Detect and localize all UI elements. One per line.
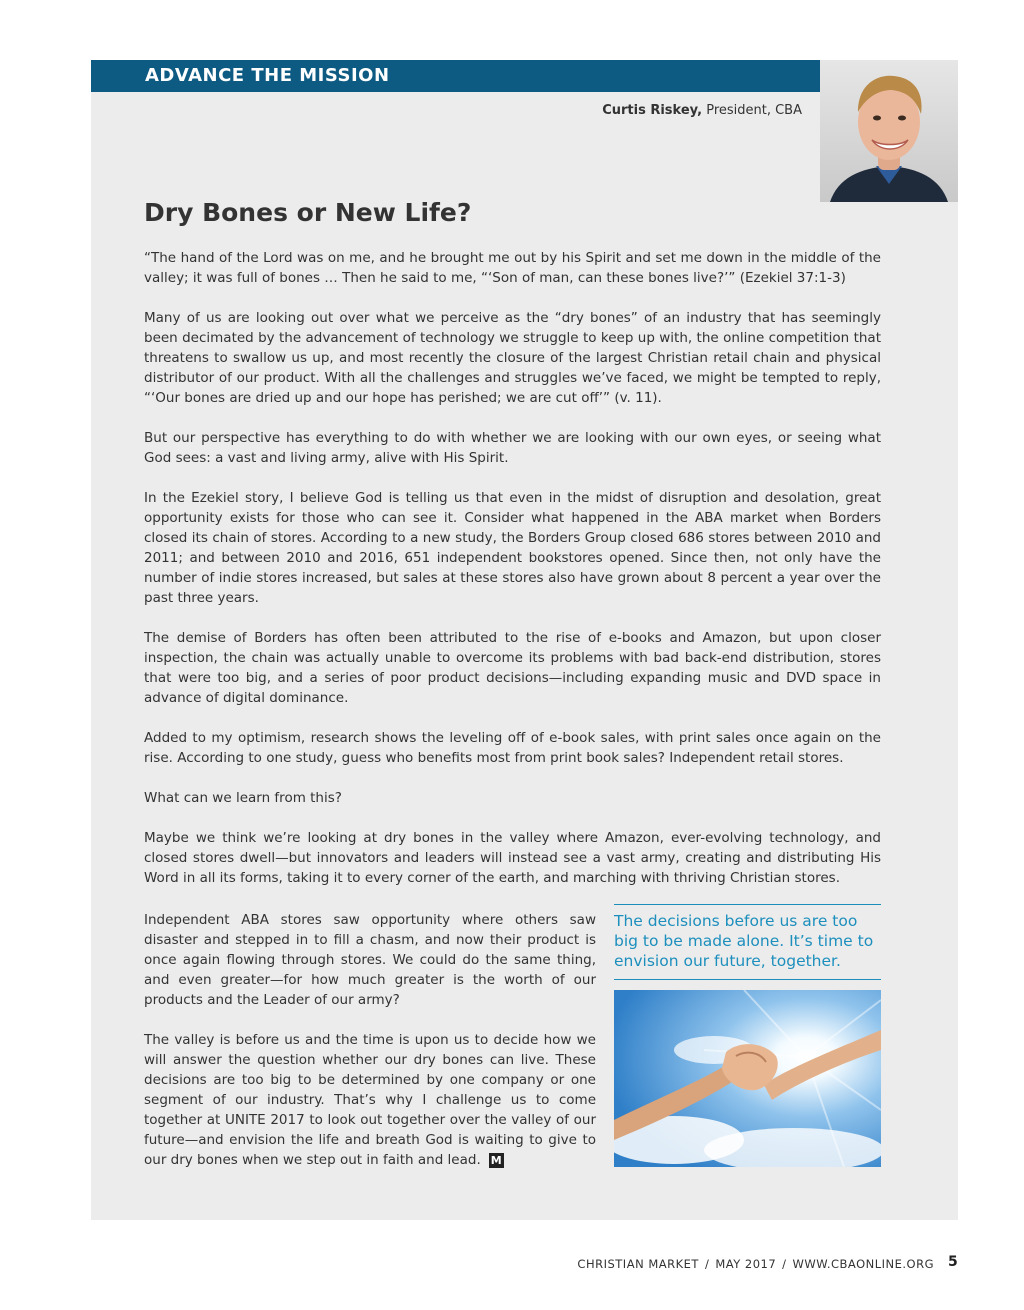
body-paragraph: Independent ABA stores saw opportunity where others saw disaster and stepped in to fill a chasm, and now their product is once again flowing through stores. We could do the same thing, and even greater—for how much greater is the worth of our products and the Leader of our army? [144,912,596,1008]
page-number: 5 [948,1254,958,1270]
author-byline [602,103,802,118]
footer-separator: / [782,1257,787,1271]
footer-separator: / [704,1257,710,1271]
body-paragraph: In the Ezekiel story, I believe God is telling us that even in the midst of disruption and desolation, great opportunity exists for those who can see it. Consider what happened in the ABA market when Borders closed its chain of stores. According to a new study, the Borders Group closed 686 stores between 2010 and 2011; and between 2010 and 2016, 651 independent bookstores opened. Since then, not only have the number of indie stores increased, but sales at these stores also have grown about 8 percent a year over the past three years. [144,490,881,606]
right-column [614,904,881,1167]
pull-quote: The decisions before us are too big to be made alone. It’s time to envision our future, together. [614,904,881,980]
handshake-sky-image [614,990,881,1167]
section-title: ADVANCE THE MISSION [145,65,390,86]
closing-text: The valley is before us and the time is upon us to decide how we will answer the question whether our dry bones can live. These decisions are too big to be determined by one company or one segment of our industry. That’s why I challenge us to come together at UNITE 2017 to look out together over the valley of our future—and envision the life and breath God is waiting to give to our dry bones when we step out in faith and lead. [144,1032,596,1168]
two-column-section [144,910,881,1200]
issue-date: MAY 2017 [715,1257,777,1271]
body-paragraph: But our perspective has everything to do with whether we are looking with our own eyes, or seeing what God sees: a vast and living army, alive with His Spirit. [144,430,881,466]
article-title: Dry Bones or New Life? [144,198,472,227]
left-column [144,910,596,1190]
body-paragraph: What can we learn from this? [144,790,342,806]
end-mark-icon: M [489,1153,504,1168]
body-paragraph: Maybe we think we’re looking at dry bones in the valley where Amazon, ever-evolving technology, and closed stores dwell—but innovators and leaders will instead see a vast army, creating and distributing His Word in all its forms, taking it to every corner of the earth, and marching with thriving Christian stores. [144,830,881,886]
body-paragraph: Added to my optimism, research shows the leveling off of e-book sales, with print sales once again on the rise. According to one study, guess who benefits most from print book sales? Independent retail stores. [144,730,881,766]
author-name: Curtis Riskey, [602,103,703,118]
section-banner [91,60,820,92]
author-role: President, CBA [706,103,802,118]
publication-name: CHRISTIAN MARKET [577,1257,699,1271]
website-link[interactable]: WWW.CBAONLINE.ORG [792,1257,934,1271]
author-portrait-image [820,60,958,202]
article-body [144,248,881,908]
body-paragraph: The demise of Borders has often been attributed to the rise of e-books and Amazon, but upon closer inspection, the chain was actually unable to overcome its problems with bad back-end distribution, stores that were too big, and a series of poor product decisions—including expanding music and DVD space in advance of digital dominance. [144,630,881,706]
body-paragraph: Many of us are looking out over what we perceive as the “dry bones” of an industry that has seemingly been decimated by the advancement of technology we struggle to keep up with, the online competition that threatens to swallow us up, and most recently the closure of the largest Christian retail chain and physical distributor of our product. With all the challenges and struggles we’ve faced, we might be tempted to reply, “‘Our bones are dried up and our hope has perished; we are cut off’” (v. 11). [144,310,881,406]
page-footer [577,1257,934,1271]
author-photo [820,60,958,202]
closing-paragraph [144,1030,596,1170]
scripture-quote: “The hand of the Lord was on me, and he brought me out by his Spirit and set me down in the middle of the valley; it was full of bones … Then he said to me, “‘Son of man, can these bones live?’” (Ezekiel 37:1-3) [144,250,881,286]
